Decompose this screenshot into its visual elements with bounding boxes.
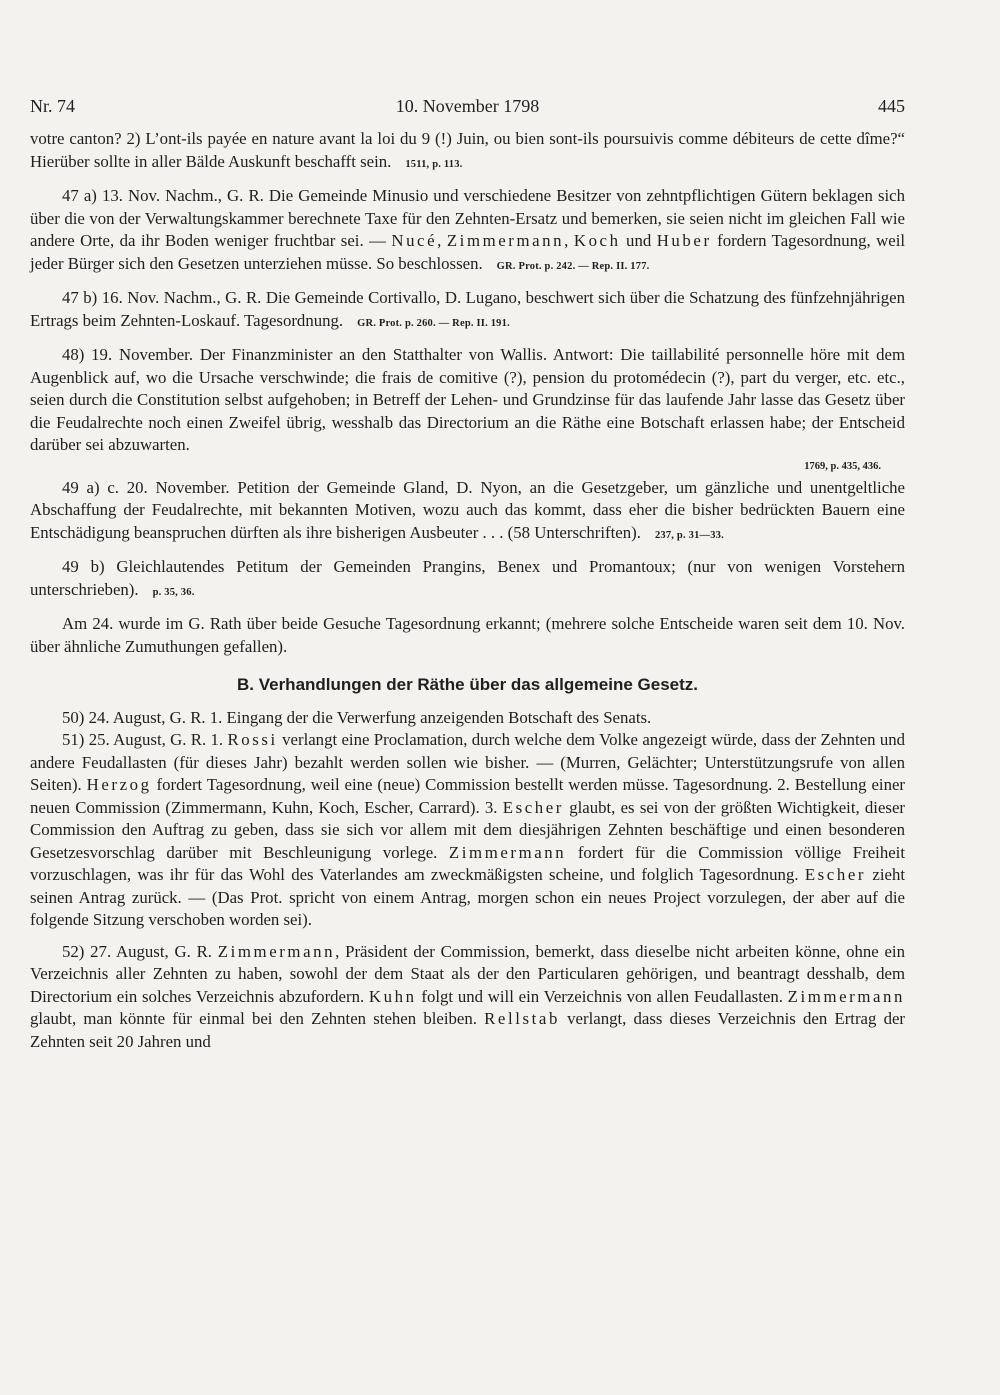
entry-47a bbox=[30, 185, 905, 278]
entry-text: verlangt eine Proclamation, durch welche dem Volke angezeigt würde, dass der Zehnten und andere Feudallasten (für dieses Jahr) bezahlt werden sollen wie bisher. — (Murren, Gelächter; Unterstützungsrufe von allen Seiten). bbox=[30, 730, 905, 794]
note-paragraph bbox=[30, 613, 905, 658]
speaker-name: Huber bbox=[656, 231, 712, 250]
entry-text: 47 b) 16. Nov. Nachm., G. R. Die Gemeinde Cortivallo, D. Lugano, beschwert sich über die Schatzung des fünfzehnjährigen Ertrags beim Zehnten-Loskauf. Tagesordnung. bbox=[30, 288, 905, 330]
speaker-name: Nucé bbox=[391, 231, 438, 250]
entry-48 bbox=[30, 344, 905, 457]
paragraph-text: votre canton? 2) L’ont-ils payée en nature avant la loi du 9 (!) Juin, ou bien sont-ils poursuivis comme débiteurs de cette dîme?“ Hierüber sollte in aller Bälde Auskunft beschafft sein. bbox=[30, 129, 905, 171]
entry-text: 52) 27. August, G. R. bbox=[62, 941, 218, 961]
speaker-name: Rellstab bbox=[484, 1009, 560, 1028]
speaker-name: Zimmermann bbox=[448, 842, 567, 862]
entry-text: zieht seinen Antrag zurück. — (Das Prot. spricht von einem Antrag, morgen schon ein neues Project vorzulegen, der aber auf die folgende Sitzung verschoben worden sei). bbox=[30, 865, 906, 929]
entry-text: fordern Tagesordnung, weil jeder Bürger sich den Gesetzen unterziehen müsse. So beschlossen. bbox=[30, 231, 906, 273]
document-number: Nr. 74 bbox=[30, 96, 75, 116]
source-reference: 237, p. 31—33. bbox=[654, 529, 724, 541]
entry-text: verlangt, dass dieses Verzeichnis den Ertrag der Zehnten seit 20 Jahren und bbox=[30, 1009, 906, 1051]
source-reference: GR. Prot. p. 260. — Rep. II. 191. bbox=[357, 317, 510, 329]
speaker-name: Koch bbox=[573, 231, 621, 250]
speaker-name: Rossi bbox=[227, 730, 278, 749]
entry-text: und bbox=[620, 231, 657, 250]
speaker-name: Zimmermann bbox=[217, 941, 336, 961]
entry-text: 48) 19. November. Der Finanzminister an den Statthalter von Wallis. Antwort: Die taillabilité personnelle höre mit dem Augenblick auf, wo die Ursache verschwinde; die frais de comitive (?), pension du protomédecin (?), part du verger, etc. etc., seien durch die Constitution selbst aufgehoben; in Betreff der Lehen- und Grundzinse für das laufende Jahr lasse das Gesetz über die Feudalrechte noch einen Zweifel übrig, wesshalb das Directorium an die Räthe eine Botschaft erlassen habe; der Entscheid darüber sei abzuwarten. bbox=[30, 345, 905, 454]
speaker-name: Herzog bbox=[86, 775, 152, 794]
section-heading: B. Verhandlungen der Räthe über das allgemeine Gesetz. bbox=[236, 675, 699, 694]
entry-49a bbox=[30, 477, 905, 548]
source-reference: p. 35, 36. bbox=[152, 586, 195, 598]
entry-text: , bbox=[437, 231, 447, 250]
page-number: 445 bbox=[878, 96, 905, 116]
page-header bbox=[30, 96, 905, 120]
speaker-name: Zimmermann bbox=[787, 986, 906, 1006]
entry-text: 51) 25. August, G. R. 1. bbox=[62, 730, 228, 749]
entry-text: , bbox=[564, 231, 574, 250]
entry-text: glaubt, man könnte für einmal bei den Zehnten stehen bleiben. bbox=[30, 1009, 485, 1028]
speaker-name: Kuhn bbox=[368, 986, 417, 1006]
entry-text: fordert für die Commission völlige Freiheit vorzuschlagen, was ihr für das Wohl des Vaterlandes am zweckmäßigsten scheine, und folglich Tagesordnung. bbox=[30, 842, 905, 884]
source-reference: 1511, p. 113. bbox=[405, 158, 463, 170]
entry-text: 49 a) c. 20. November. Petition der Gemeinde Gland, D. Nyon, an die Gesetzgeber, um gänzliche und unentgeltliche Abschaffung der Feudalrechte, mit bekannten Motiven, wozu auch das kommt, dass eher die bisher bedrückten Bauern eine Entschädigung beanspruchen dürften als ihre bisherigen Ausbeuter . . . (58 Unterschriften). bbox=[30, 477, 905, 542]
paragraph-continuation bbox=[30, 128, 905, 176]
entry-text: 50) 24. August, G. R. 1. Eingang der die Verwerfung anzeigenden Botschaft des Senats. bbox=[62, 707, 652, 727]
source-reference: 1769, p. 435, 436. bbox=[804, 460, 881, 472]
entry-text: Am 24. wurde im G. Rath über beide Gesuche Tagesordnung erkannt; (mehrere solche Entscheide waren seit dem 10. Nov. über ähnliche Zumuthungen gefallen). bbox=[30, 614, 905, 656]
speaker-name: Zimmermann bbox=[446, 231, 565, 250]
entry-text: folgt und will ein Verzeichnis von allen Feudallasten. bbox=[416, 986, 788, 1006]
entry-47b bbox=[30, 287, 905, 335]
speaker-name: Escher bbox=[804, 865, 867, 884]
entry-text: glaubt, es sei von der größten Wichtigkeit, dieser Commission den Auftrag zu geben, dass sie sich vor allem mit dem diesjährigen Zehnten beschäftige und einen besonderen Gesetzesvorschlag darüber mit Beschleunigung vorlege. bbox=[30, 797, 905, 862]
entry-49b bbox=[30, 556, 905, 604]
page-body bbox=[30, 128, 905, 1053]
running-title-date: 10. November 1798 bbox=[395, 96, 540, 116]
speaker-name: Escher bbox=[502, 797, 564, 817]
entry-text: fordert Tagesordnung, weil eine (neue) Commission bestellt werden müsse. Tagesordnung. 2. Bestellung einer neuen Commission (Zimmermann, Kuhn, Koch, Escher, Carrard). 3. bbox=[30, 775, 905, 817]
entry-52 bbox=[30, 941, 905, 1054]
entry-text: , Präsident der Commission, bemerkt, dass dieselbe nicht arbeiten könne, ohne ein Verzeichnis aller Zehnten zu haben, sowohl der dem Staat als der den Particularen gehörigen, und beantragt desshalb, dem Directorium ein solches Verzeichnis abzufordern. bbox=[30, 941, 905, 1006]
entry-text: 47 a) 13. Nov. Nachm., G. R. Die Gemeinde Minusio und verschiedene Besitzer von zehntpflichtigen Gütern beklagen sich über die von der Verwaltungskammer berechnete Taxe für den Zehnten-Ersatz und bemerken, sie seien nicht im gleichen Fall wie andere Orte, da ihr Boden weniger fruchtbar sei. — bbox=[30, 186, 905, 250]
entry-50 bbox=[30, 707, 905, 730]
entry-text: 49 b) Gleichlautendes Petitum der Gemeinden Prangins, Benex und Promantoux; (nur von wenigen Vorstehern unterschrieben). bbox=[30, 557, 905, 599]
source-reference: GR. Prot. p. 242. — Rep. II. 177. bbox=[496, 260, 650, 272]
entry-51 bbox=[30, 729, 905, 932]
